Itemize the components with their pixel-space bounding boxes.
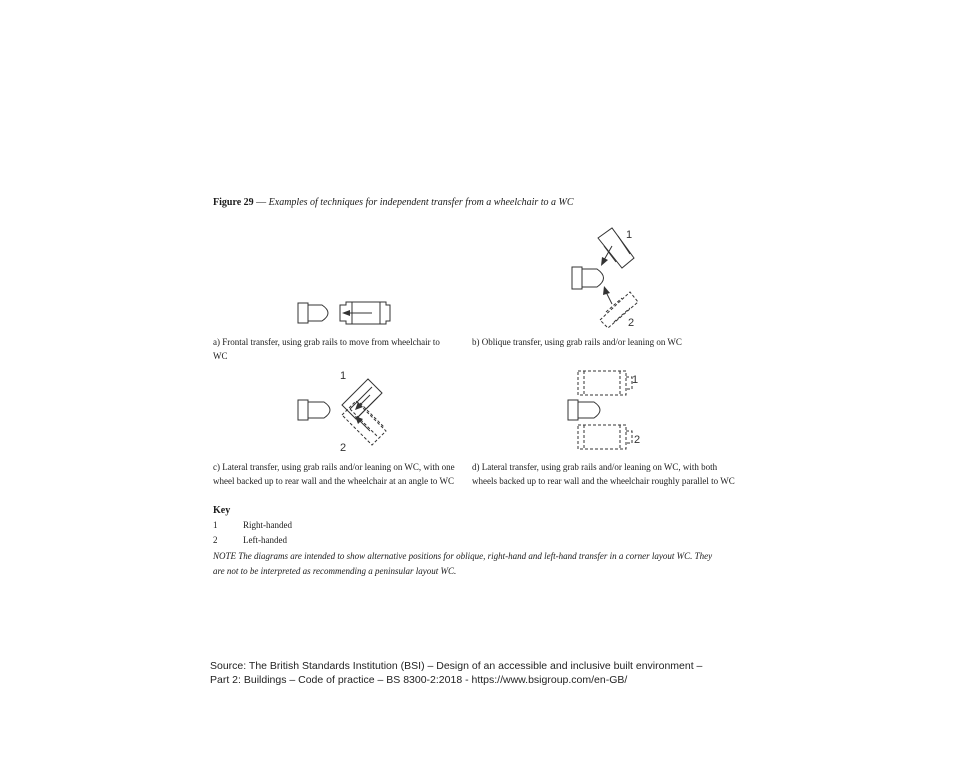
key-heading: Key xyxy=(213,505,231,516)
wc-pan-a xyxy=(298,303,328,323)
key-label: Left-handed xyxy=(243,535,287,545)
diagram-lateral-transfer-angle xyxy=(290,365,400,455)
wc-pan-b xyxy=(572,267,604,289)
source-line-1: Source: The British Standards Institution (BSI) – Design of an accessible and inclusive built environment – xyxy=(210,660,703,672)
caption-a: a) Frontal transfer, using grab rails to move from wheelchair to WC xyxy=(213,337,440,361)
caption-c: c) Lateral transfer, using grab rails and/or leaning on WC, with one wheel backed up to rear wall and the wheelchair at an angle to WC xyxy=(213,462,455,486)
key-number: 2 xyxy=(213,535,218,545)
arrow-b2 xyxy=(603,286,612,304)
diagram-frontal-transfer xyxy=(290,295,400,335)
figure-note: NOTE The diagrams are intended to show alternative positions for oblique, right-hand and left-hand transfer in a corner layout WC. They are not to be interpreted as recommending a peninsular layout WC. xyxy=(213,551,713,576)
wheelchair-c2 xyxy=(342,401,386,445)
diagram-d-label-2: 2 xyxy=(634,434,641,446)
wheelchair-c1 xyxy=(342,379,382,419)
source-citation xyxy=(210,659,750,687)
caption-b: b) Oblique transfer, using grab rails and/or leaning on WC xyxy=(472,337,682,347)
wheelchair-d2 xyxy=(578,425,632,449)
figure-label: Figure 29 xyxy=(213,197,254,208)
source-line-2: Part 2: Buildings – Code of practice – BS 8300-2:2018 - https://www.bsigroup.com/en-GB/ xyxy=(210,674,628,686)
figure-separator: — xyxy=(253,197,269,208)
figure-title xyxy=(213,197,574,208)
figure-title-text: Examples of techniques for independent transfer from a wheelchair to a WC xyxy=(268,197,574,208)
arrow-a xyxy=(342,310,372,316)
key-item xyxy=(213,520,292,530)
diagram-c-label-1: 1 xyxy=(340,370,347,382)
arrow-c2 xyxy=(355,416,370,431)
key-number: 1 xyxy=(213,520,218,530)
diagram-oblique-transfer xyxy=(560,220,650,332)
diagram-lateral-transfer-parallel xyxy=(560,365,660,457)
wheelchair-d1 xyxy=(578,371,632,395)
wc-pan-d xyxy=(568,400,600,420)
diagram-d-label-1: 1 xyxy=(632,374,639,386)
wc-pan-c xyxy=(298,400,330,420)
key-label: Right-handed xyxy=(243,520,292,530)
diagram-c-label-2: 2 xyxy=(340,442,347,454)
caption-d: d) Lateral transfer, using grab rails and/or leaning on WC, with both wheels backed up to rear wall and the wheelchair roughly parallel to WC xyxy=(472,462,735,486)
diagram-b-label-2: 2 xyxy=(628,317,635,329)
key-item xyxy=(213,535,287,545)
diagram-b-label-1: 1 xyxy=(626,229,633,241)
